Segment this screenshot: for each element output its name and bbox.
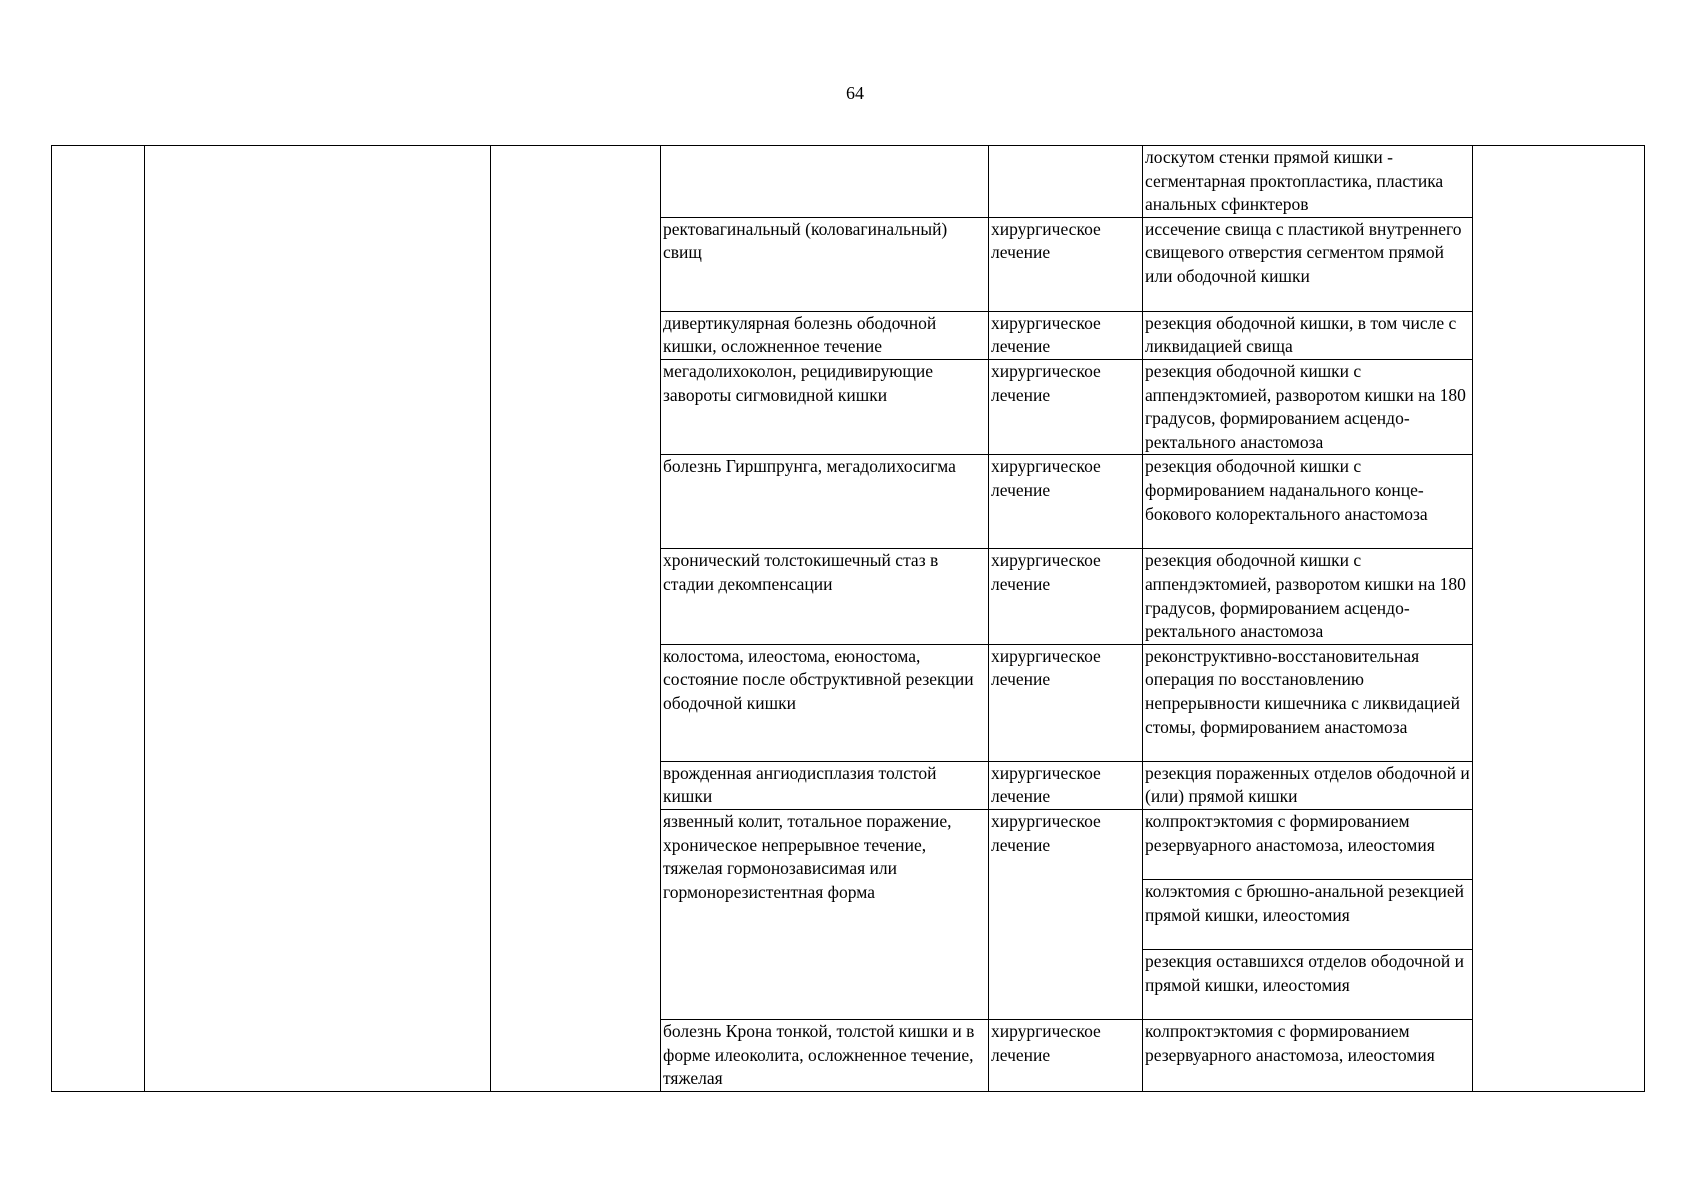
disease-text: ректовагинальный (коловагинальный) свищ: [663, 218, 948, 263]
method-cell: [1143, 455, 1473, 549]
care-profile-cell: [145, 146, 491, 1092]
method-cell: [1143, 146, 1473, 218]
method-text: реконструктивно-восстановительная операция по восстановлению непрерывности кишечника с ликвидацией стомы, формированием анастомоза: [1145, 645, 1460, 737]
disease-text: врожденная ангиодисплазия толстой кишки: [663, 762, 937, 807]
icd-code-cell: [491, 146, 661, 1092]
disease-cell: [661, 359, 989, 454]
number-cell: [52, 146, 145, 1092]
disease-text: дивертикулярная болезнь ободочной кишки, осложненное течение: [663, 312, 937, 357]
treatment-cell: [989, 1019, 1143, 1091]
procedures-table: [51, 145, 1645, 1092]
treatment-text: хирургическое лечение: [991, 312, 1101, 357]
method-cell: [1143, 879, 1473, 949]
disease-cell: [661, 455, 989, 549]
table-row: [52, 146, 1645, 218]
method-text: резекция оставшихся отделов ободочной и прямой кишки, илеостомия: [1145, 950, 1465, 995]
disease-text: колостома, илеостома, еюностома, состояние после обструктивной резекции ободочной кишки: [663, 645, 974, 713]
disease-text: язвенный колит, тотальное поражение, хроническое непрерывное течение, тяжелая гормонозависимая или гормонорезистентная форма: [663, 810, 952, 902]
treatment-text: хирургическое лечение: [991, 360, 1101, 405]
method-cell: [1143, 549, 1473, 644]
treatment-cell: [989, 217, 1143, 311]
treatment-cell: [989, 455, 1143, 549]
method-text: колэктомия с брюшно-анальной резекцией прямой кишки, илеостомия: [1145, 880, 1465, 925]
treatment-cell: [989, 549, 1143, 644]
disease-cell: [661, 761, 989, 809]
disease-text: болезнь Крона тонкой, толстой кишки и в форме илеоколита, осложненное течение, тяжелая: [663, 1020, 975, 1089]
disease-text: болезнь Гиршпрунга, мегадолихосигма: [663, 456, 956, 477]
disease-cell: [661, 311, 989, 359]
method-text: резекция ободочной кишки с аппендэктомией, разворотом кишки на 180 градусов, формированием асцендо-ректального анастомоза: [1145, 360, 1466, 452]
method-text: резекция ободочной кишки, в том числе с ликвидацией свища: [1145, 312, 1457, 357]
method-cell: [1143, 1019, 1473, 1091]
treatment-cell: [989, 644, 1143, 761]
method-text: колпроктэктомия с формированием резервуарного анастомоза, илеостомия: [1145, 810, 1435, 855]
disease-cell: [661, 1019, 989, 1091]
method-text: лоскутом стенки прямой кишки - сегментарная проктопластика, пластика анальных сфинктеров: [1145, 147, 1444, 215]
norm-cell: [1473, 146, 1645, 1092]
treatment-text: хирургическое лечение: [991, 1020, 1101, 1065]
disease-text: мегадолихоколон, рецидивирующие завороты сигмовидной кишки: [663, 360, 933, 405]
page-number: 64: [846, 83, 864, 103]
method-cell: [1143, 217, 1473, 311]
treatment-cell: [989, 761, 1143, 809]
method-cell: [1143, 311, 1473, 359]
method-cell: [1143, 359, 1473, 454]
treatment-text: хирургическое лечение: [991, 456, 1101, 500]
method-text: резекция ободочной кишки с формированием наданального конце-бокового колоректального анастомоза: [1145, 456, 1428, 524]
treatment-text: хирургическое лечение: [991, 810, 1101, 855]
method-cell: [1143, 761, 1473, 809]
treatment-text: хирургическое лечение: [991, 645, 1101, 690]
table-body: [52, 146, 1645, 1092]
disease-cell: [661, 146, 989, 218]
method-text: колпроктэктомия с формированием резервуарного анастомоза, илеостомия: [1145, 1020, 1435, 1065]
disease-cell: [661, 809, 989, 1019]
treatment-text: хирургическое лечение: [991, 218, 1101, 263]
method-text: иссечение свища с пластикой внутреннего свищевого отверстия сегментом прямой или ободочной кишки: [1145, 218, 1462, 286]
treatment-cell: [989, 809, 1143, 1019]
treatment-text: хирургическое лечение: [991, 550, 1101, 594]
method-cell: [1143, 949, 1473, 1019]
disease-cell: [661, 644, 989, 761]
method-cell: [1143, 809, 1473, 879]
method-text: резекция ободочной кишки с аппендэктомией, разворотом кишки на 180 градусов, формированием асцендо-ректального анастомоза: [1145, 550, 1466, 642]
treatment-text: хирургическое лечение: [991, 762, 1101, 807]
treatment-cell: [989, 359, 1143, 454]
treatment-cell: [989, 146, 1143, 218]
treatment-cell: [989, 311, 1143, 359]
method-cell: [1143, 644, 1473, 761]
method-text: резекция пораженных отделов ободочной и (или) прямой кишки: [1145, 762, 1470, 807]
disease-text: хронический толстокишечный стаз в стадии декомпенсации: [663, 550, 939, 594]
disease-cell: [661, 217, 989, 311]
disease-cell: [661, 549, 989, 644]
